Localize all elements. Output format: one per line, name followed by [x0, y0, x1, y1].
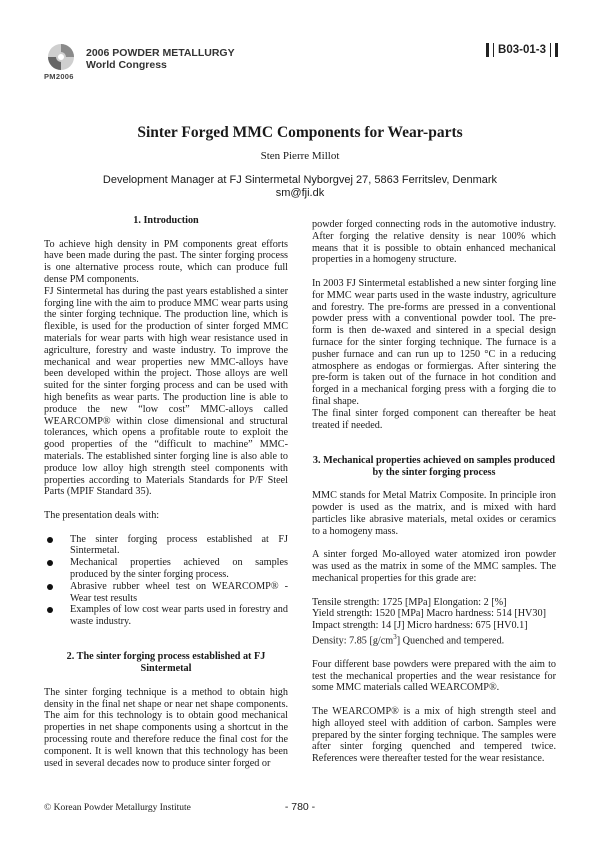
section-heading-introduction: 1. Introduction	[133, 215, 199, 226]
paragraph: The sinter forging technique is a method to obtain high density in the final net shape or near net shape components. The aim for this technology is to obtain good mechanical properties in net shape components using a shortcut in the processing route and therefore reduce the final cost for the component. It is well known that this technology has been used in several decades now to produce sinter forged or	[44, 686, 288, 769]
paragraph: The WEARCOMP® is a mix of high strength steel and high alloyed steel with addition of carbon. Samples were prepared by the sinter forging technique. The samples were after sinter forging quenched and tempered twice. References were thereafter tested for the wear resistance.	[312, 706, 556, 765]
heading-line: by the sinter forging process	[372, 466, 496, 478]
property-line: Yield strength: 1520 [MPa] Macro hardness: 514 [HV30]	[312, 608, 546, 620]
affiliation-line: Development Manager at FJ Sintermetal Nyborgvej 27, 5863 Ferritslev, Denmark	[102, 174, 498, 186]
right-column	[312, 219, 556, 765]
density-suffix: ] Quenched and tempered.	[396, 635, 505, 647]
logo-text: PM2006	[44, 72, 74, 81]
property-line: Impact strength: 14 [J] Micro hardness: 675 [HV0.1]	[312, 620, 528, 632]
paper-code: B03-01-3	[498, 44, 546, 56]
conference-name-line1: 2006 POWDER METALLURGY	[86, 47, 235, 59]
paragraph: powder forged connecting rods in the automotive industry. After forging the relative density is near 100% which means that it is possible to obtain enhanced mechanical properties in a homogeny structure.	[312, 219, 556, 266]
paragraph: A sinter forged Mo-alloyed water atomized iron powder was used as the matrix in some of the MMC samples. The mechanical properties for this grade are:	[312, 549, 556, 584]
paragraph: FJ Sintermetal has during the past years established a sinter forging line with the aim to produce MMC wear parts using the sinter forging technique. The production line, which is flexible, is used for the production of sinter forged MMC materials for wear parts with high wear resistance used in agriculture, forestry and waste industry. To improve the mechanical and wear properties new MMC-alloys have been developed within the project. Those alloys are well suited for the sinter forging process and can be used with high benefits as wear parts. The production line is able to produce the new “low cost” MMC-alloys called WEARCOMP® within close dimensional and structural tolerances, which opens a profitable route to exploit the good properties of the “difficult to machine” MMC-materials. The established sinter forging line is also able to produce low alloy high strength steel components with properties according to Materials Standards for P/F Steel Parts (MPIF Standard 35).	[44, 285, 288, 498]
paragraph: Four different base powders were prepared with the aim to test the mechanical properties and the wear resistance for some MMC materials called WEARCOMP®.	[312, 658, 556, 694]
page-number: - 780 -	[284, 801, 316, 813]
list-item: Abrasive rubber wheel test on WEARCOMP® - Wear test results	[44, 581, 288, 605]
density-superscript: 3	[393, 632, 397, 641]
list-item: The sinter forging process established at FJ Sintermetal.	[44, 534, 288, 558]
paragraph: To achieve high density in PM components great efforts have been made during the past. The sinter forging process is one alternative process route, which can produce full dense PM components.	[44, 238, 288, 285]
bullet-list	[44, 534, 288, 628]
heading-line: Sintermetal	[140, 663, 192, 675]
paragraph: The presentation deals with:	[44, 509, 160, 521]
heading-line: 2. The sinter forging process established at FJ	[66, 651, 266, 663]
author-name: Sten Pierre Millot	[260, 150, 340, 162]
section-heading-2	[44, 651, 288, 675]
list-item: Mechanical properties achieved on samples produced by the sinter forging process.	[44, 557, 288, 581]
paragraph: MMC stands for Metal Matrix Composite. In principle iron powder is used as the matrix, and is mixed with hard particles like abrasive materials, metal oxides or ceramics to a homogeny mass.	[312, 490, 556, 537]
left-column	[44, 215, 288, 769]
affiliation	[0, 174, 600, 200]
code-bar-left	[486, 43, 489, 57]
code-bar-right-thin	[550, 43, 551, 57]
code-bar-right	[555, 43, 558, 57]
logo-swirl-icon	[44, 42, 78, 76]
conference-logo	[44, 42, 78, 76]
author-email: sm@fji.dk	[275, 187, 325, 199]
property-line-density	[312, 632, 556, 647]
conference-name-line2: World Congress	[86, 59, 167, 71]
list-item: Examples of low cost wear parts used in forestry and waste industry.	[44, 604, 288, 628]
density-prefix: Density: 7.85 [g/cm	[312, 635, 394, 647]
paragraph: The final sinter forged component can thereafter be heat treated if needed.	[312, 407, 556, 431]
heading-line: 3. Mechanical properties achieved on samples produced	[312, 454, 556, 466]
property-line: Tensile strength: 1725 [MPa] Elongation: 2 [%]	[312, 596, 507, 608]
section-heading-3	[312, 455, 556, 479]
paper-code-badge	[486, 43, 558, 57]
paper-title: Sinter Forged MMC Components for Wear-parts	[137, 124, 463, 141]
paragraph: In 2003 FJ Sintermetal established a new sinter forging line for MMC wear parts used in the waste industry, agriculture and forestry. The pre-forms are pressed in a conventional powder press with a conventional powder tool. The pre-form is then de-waxed and sintered in a special design furnace for the sinter forging technique. The furnace is a pusher furnace and can run up to 1250 °C in a reducing atmosphere as endogas or formiergas. After sintering the pre-form is taken out of the furnace in hot condition and forged in a mechanical forging press with a forging die to final shape.	[312, 277, 556, 407]
footer-copyright: © Korean Powder Metallurgy Institute	[44, 803, 191, 813]
code-bar-left-thin	[493, 43, 494, 57]
